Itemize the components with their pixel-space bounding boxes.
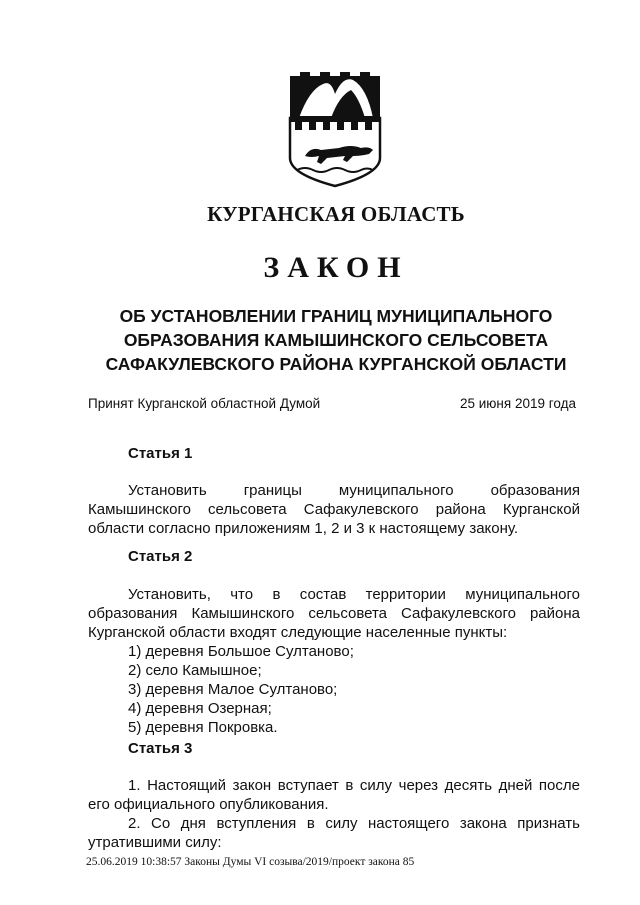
article-heading: Статья 3 <box>128 740 193 757</box>
article-heading: Статья 2 <box>128 548 193 565</box>
law-title-line: САФАКУЛЕВСКОГО РАЙОНА КУРГАНСКОЙ ОБЛАСТИ <box>105 354 567 374</box>
list-item: 5) деревня Покровка. <box>128 719 278 736</box>
list-item: 4) деревня Озерная; <box>128 700 272 717</box>
article-line: Установить границы муниципального образования <box>128 482 580 499</box>
article-line: 2. Со дня вступления в силу настоящего закона признать <box>128 815 580 832</box>
law-title-line: ОБРАЗОВАНИЯ КАМЫШИНСКОГО СЕЛЬСОВЕТА <box>123 330 549 350</box>
list-item: 2) село Камышное; <box>128 662 262 679</box>
article-heading: Статья 1 <box>128 445 193 462</box>
article-line: утратившими силу: <box>88 834 222 851</box>
region-name: КУРГАНСКАЯ ОБЛАСТЬ <box>207 202 465 226</box>
coat-of-arms-icon <box>287 70 383 188</box>
article-line: 1. Настоящий закон вступает в силу через десять дней после <box>128 777 580 794</box>
article-line: Установить, что в состав территории муниципального <box>128 586 580 603</box>
adopted-by: Принят Курганской областной Думой <box>88 396 321 411</box>
list-item: 1) деревня Большое Султаново; <box>128 643 354 660</box>
article-line: области согласно приложениям 1, 2 и 3 к настоящему закону. <box>88 520 519 537</box>
article-line: Курганской области входят следующие населенные пункты: <box>88 624 508 641</box>
page-footer: 25.06.2019 10:38:57 Законы Думы VI созыва/2019/проект закона 85 <box>86 856 415 868</box>
law-title-line: ОБ УСТАНОВЛЕНИИ ГРАНИЦ МУНИЦИПАЛЬНОГО <box>119 306 553 326</box>
document-type: ЗАКОН <box>263 251 409 284</box>
article-line: его официального опубликования. <box>88 796 329 813</box>
adoption-date: 25 июня 2019 года <box>460 396 576 411</box>
list-item: 3) деревня Малое Султаново; <box>128 681 338 698</box>
article-line: образования Камышинского сельсовета Сафакулевского района <box>88 605 580 622</box>
article-line: Камышинского сельсовета Сафакулевского района Курганской <box>88 501 580 518</box>
